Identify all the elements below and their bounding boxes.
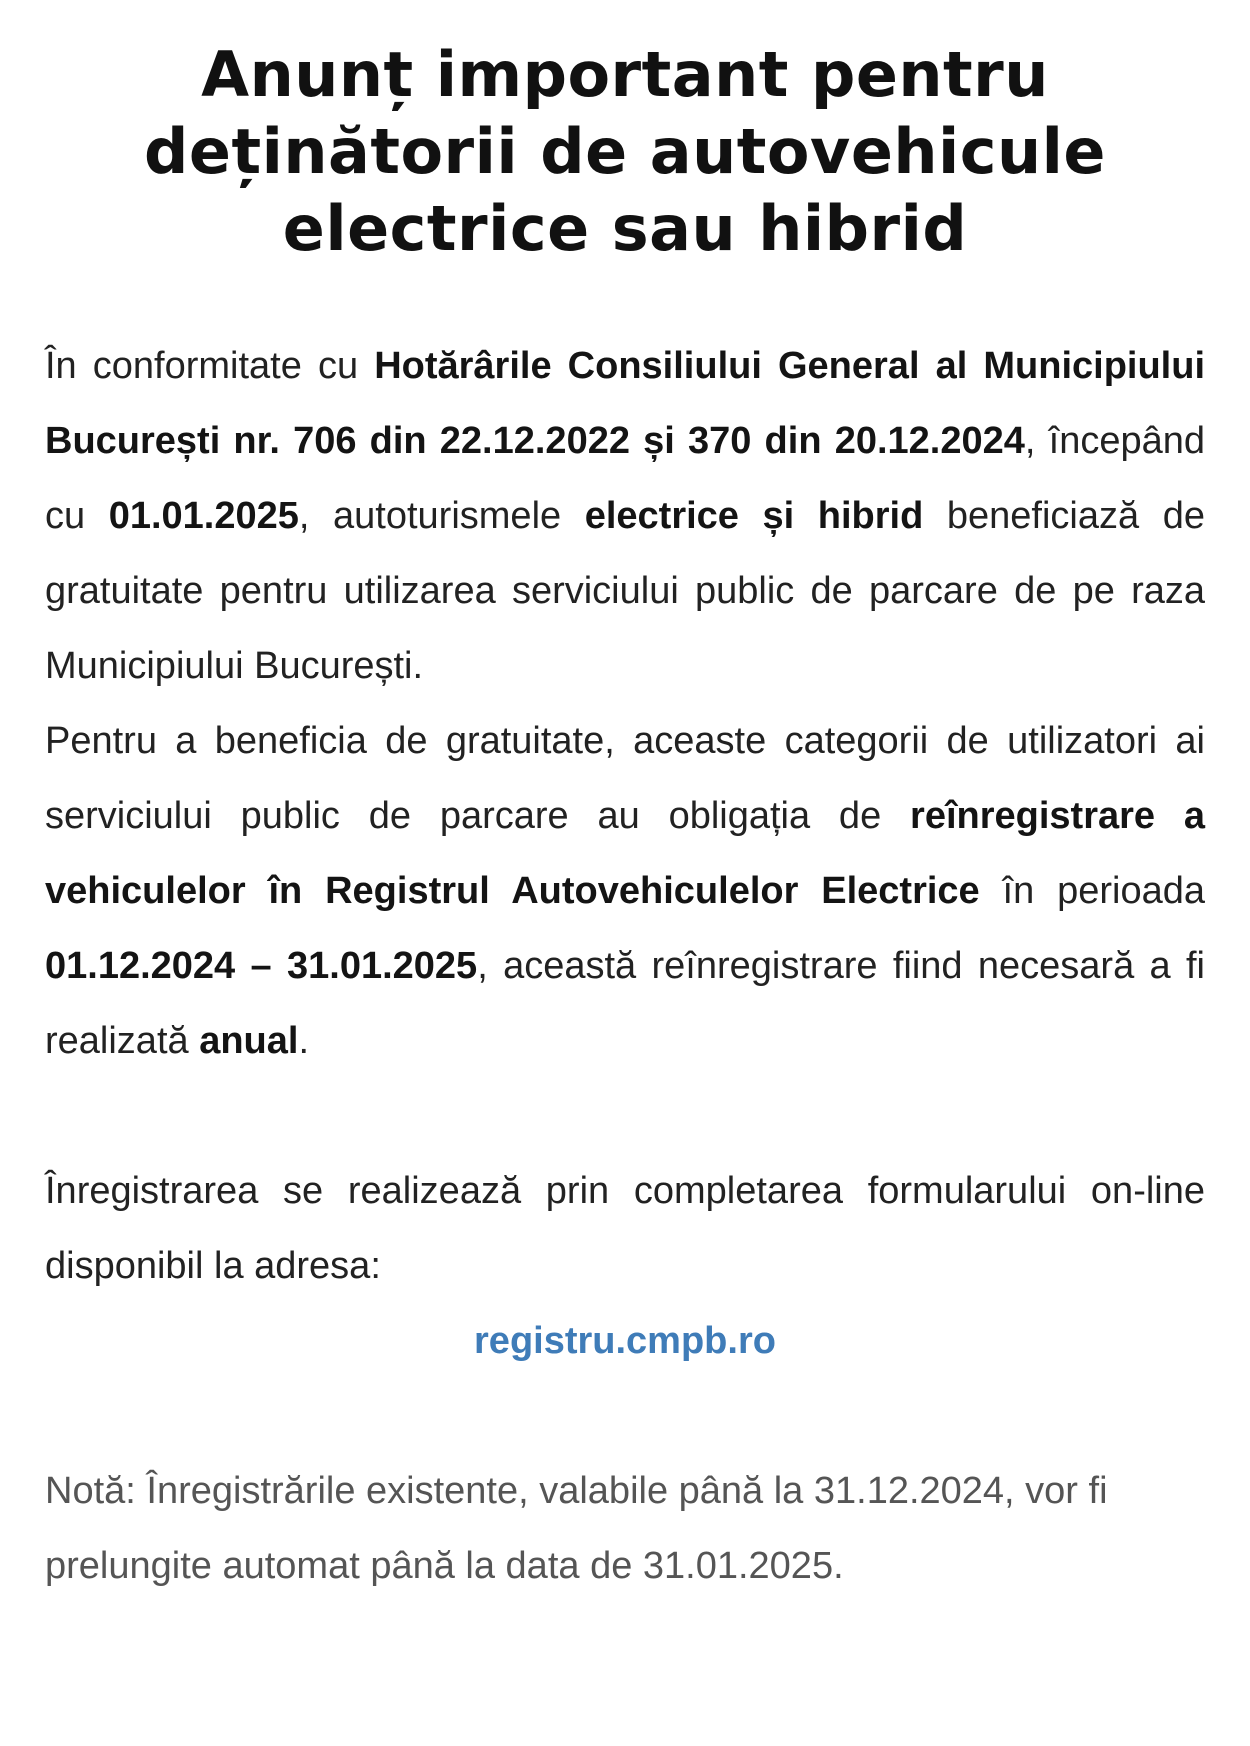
- p2-bold-reregistration: reînregistrare a vehiculelor în Registrul Autovehiculelor Electrice: [45, 795, 1205, 912]
- p2-text-4: .: [298, 1020, 310, 1062]
- paragraph-regulation: [45, 329, 1205, 704]
- announcement-body: [45, 329, 1205, 1604]
- p2-bold-annual: anual: [199, 1020, 299, 1062]
- p1-text-1: În conformitate cu: [45, 345, 375, 387]
- p1-text-3: , autoturismele: [298, 495, 585, 537]
- paragraph-spacer: [45, 1079, 1205, 1154]
- p2-bold-period: 01.12.2024 – 31.01.2025: [45, 945, 478, 987]
- p1-bold-decisions: Hotărârile Consiliului General al Municipiului București nr. 706 din 22.12.2022 și 370 din 20.12.2024: [45, 345, 1205, 462]
- note-paragraph: Notă: Înregistrările existente, valabile până la 31.12.2024, vor fi prelungite automat până la data de 31.01.2025.: [45, 1470, 1108, 1587]
- p2-text-2: în perioada: [979, 870, 1205, 912]
- p1-bold-vehicle-types: electrice și hibrid: [584, 495, 924, 537]
- p1-bold-start-date: 01.01.2025: [108, 495, 299, 537]
- p1-text-4: beneficiază de gratuitate pentru utilizarea serviciului public de parcare de pe raza Municipiului București.: [45, 495, 1205, 687]
- paragraph-registration: Înregistrarea se realizează prin completarea formularului on-line disponibil la adresa:: [45, 1170, 1205, 1287]
- p2-text-1: Pentru a beneficia de gratuitate, aceaste categorii de utilizatori ai serviciului public de parcare au obligația de: [45, 720, 1205, 837]
- link-line: [45, 1304, 1205, 1379]
- page-title: Anunț important pentru deținătorii de autovehicule electrice sau hibrid: [144, 38, 1106, 265]
- paragraph-obligation: [45, 704, 1205, 1079]
- p1-text-2: , începând cu: [45, 420, 1205, 537]
- p2-text-3: , această reînregistrare fiind necesară a fi realizată: [45, 945, 1206, 1062]
- registry-link[interactable]: registru.cmpb.ro: [474, 1320, 776, 1362]
